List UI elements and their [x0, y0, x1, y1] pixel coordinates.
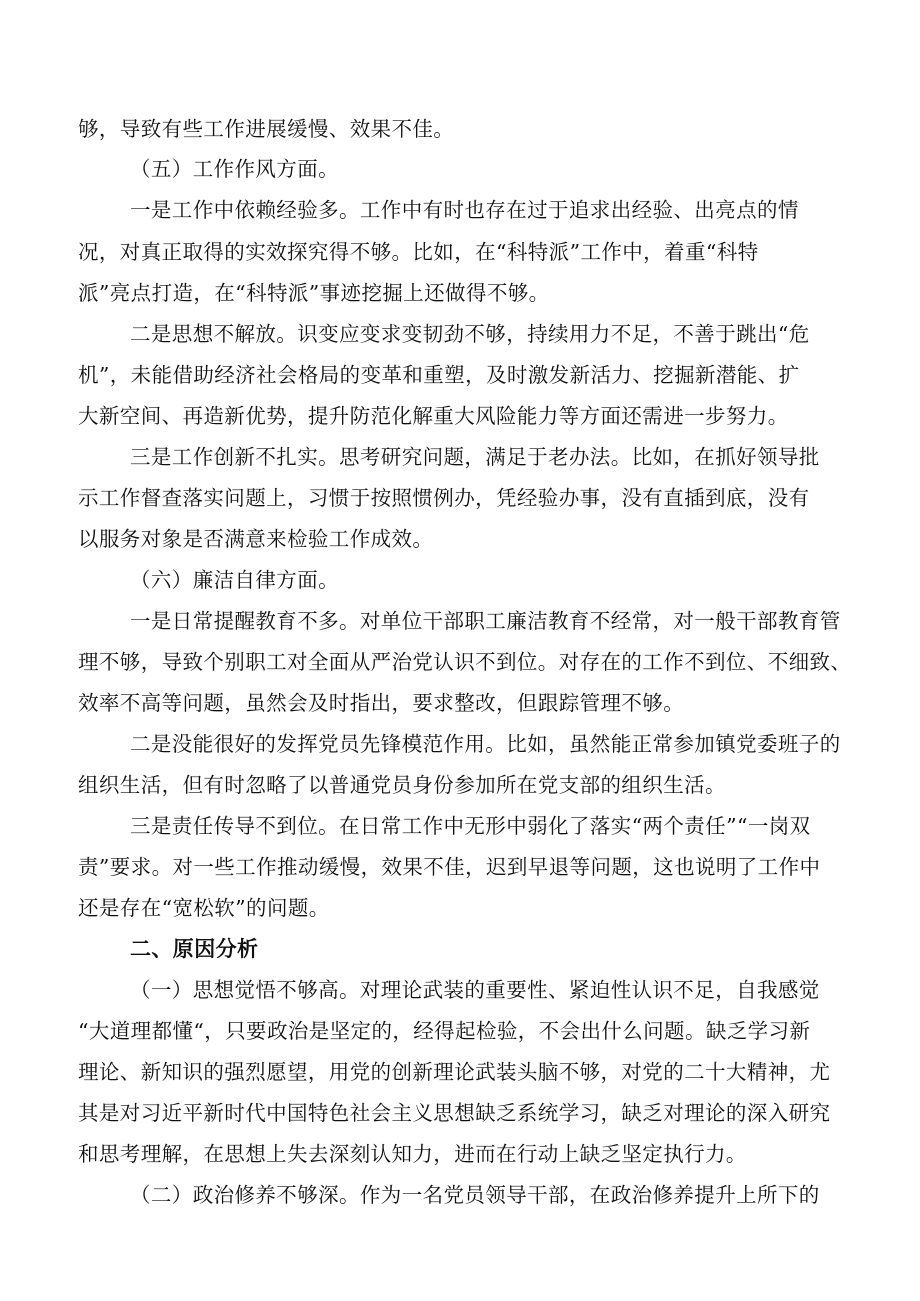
text-line: 一是工作中依赖经验多。工作中有时也存在过于追求出经验、出亮点的情 [130, 198, 799, 222]
text-line: 和思考理解，在思想上失去深刻认知力，进而在行动上缺乏坚定执行力。 [78, 1142, 747, 1166]
text-line: 其是对习近平新时代中国特色社会主义思想缺乏系统学习，缺乏对理论的深入研究 [78, 1101, 831, 1125]
text-line: 理不够，导致个别职工对全面从严治党认识不到位。对存在的工作不到位、不细致、 [78, 650, 852, 674]
text-line: 效率不高等问题，虽然会及时指出，要求整改，但跟踪管理不够。 [78, 691, 685, 715]
text-line: 派”亮点打造，在“科特派”事迹挖掘上还做得不够。 [78, 281, 550, 305]
text-line: 够，导致有些工作进展缓慢、效果不佳。 [78, 117, 455, 141]
text-line: 二是思想不解放。识变应变求变韧劲不够，持续用力不足，不善于跳出“危 [130, 322, 810, 346]
text-line: （二）政治修养不够深。作为一名党员领导干部，在政治修养提升上所下的 [130, 1183, 820, 1207]
text-line: 理论、新知识的强烈愿望，用党的创新理论武装头脑不够，对党的二十大精神，尤 [78, 1060, 831, 1084]
text-line: 示工作督查落实问题上，习惯于按照惯例办，凭经验办事，没有直插到底，没有 [78, 486, 810, 510]
text-line: 还是存在“宽松软”的问题。 [78, 896, 330, 920]
text-line: （一）思想觉悟不够高。对理论武装的重要性、紧迫性认识不足，自我感觉 [130, 978, 820, 1002]
text-line: “大道理都懂“，只要政治是坚定的，经得起检验，不会出什么问题。缺乏学习新 [78, 1019, 811, 1043]
section-heading: （六）廉洁自律方面。 [130, 568, 339, 592]
chapter-heading: 二、原因分析 [130, 937, 259, 961]
text-line: 一是日常提醒教育不多。对单位干部职工廉洁教育不经常，对一般干部教育管 [130, 609, 841, 633]
text-line: 以服务对象是否满意来检验工作成效。 [78, 527, 434, 551]
text-line: 况，对真正取得的实效探究得不够。比如，在“科特派”工作中，着重“科特 [78, 240, 759, 264]
text-line: 大新空间、再造新优势，提升防范化解重大风险能力等方面还需进一步努力。 [78, 404, 789, 428]
text-line: 组织生活，但有时忽略了以普通党员身份参加所在党支部的组织生活。 [78, 773, 726, 797]
section-heading: （五）工作作风方面。 [130, 157, 339, 181]
text-line: 三是责任传导不到位。在日常工作中无形中弱化了落实“两个责任”“一岗双 [130, 814, 811, 838]
text-line: 二是没能很好的发挥党员先锋模范作用。比如，虽然能正常参加镇党委班子的 [130, 732, 841, 756]
text-line: 机”，未能借助经济社会格局的变革和重塑，及时激发新活力、挖掘新潜能、扩 [78, 363, 800, 387]
text-line: 责”要求。对一些工作推动缓慢，效果不佳，迟到早退等问题，这也说明了工作中 [78, 855, 821, 879]
text-line: 三是工作创新不扎实。思考研究问题，满足于老办法。比如，在抓好领导批 [130, 445, 820, 469]
